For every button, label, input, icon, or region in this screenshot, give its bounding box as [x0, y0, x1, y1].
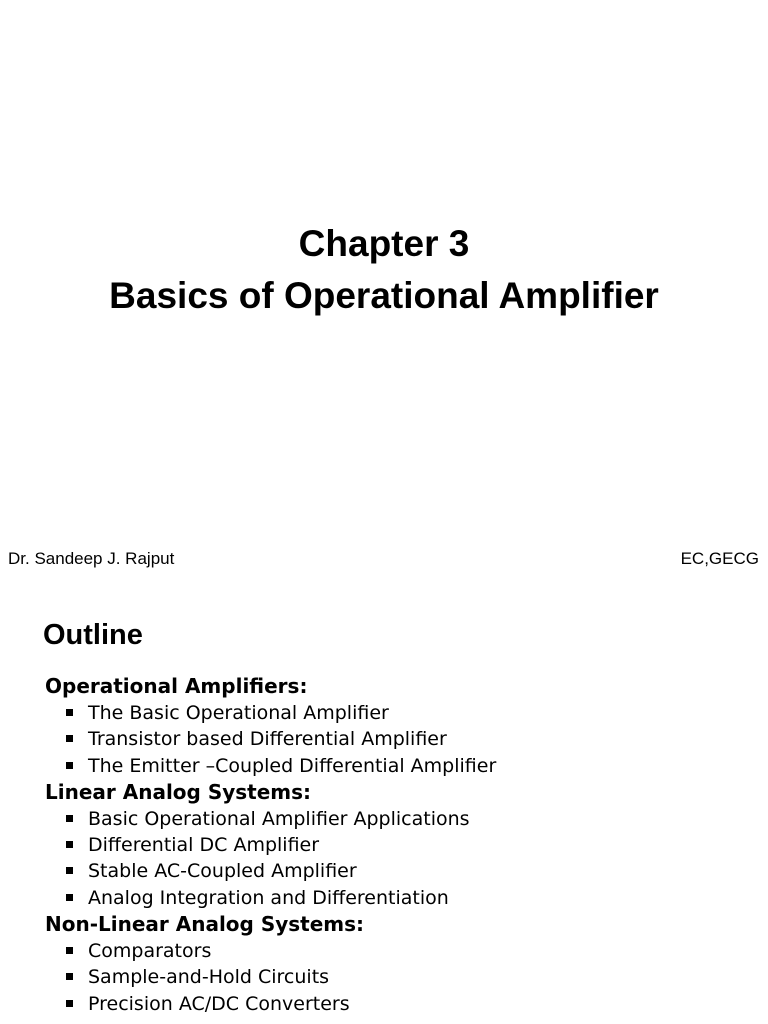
- section-items: [45, 806, 496, 911]
- section-items: [45, 938, 496, 1017]
- bullet-square-icon: [66, 894, 73, 901]
- list-item: [45, 991, 496, 1017]
- list-item: [45, 964, 496, 990]
- list-item-label: Analog Integration and Differentiation: [88, 886, 449, 909]
- list-item-label: Differential DC Amplifier: [88, 834, 320, 857]
- list-item: [45, 858, 496, 884]
- title-block: [0, 218, 768, 322]
- section-title: Linear Analog Systems:: [45, 779, 312, 804]
- chapter-subtitle: Basics of Operational Amplifier: [109, 275, 659, 316]
- bullet-square-icon: [66, 867, 73, 874]
- chapter-title: Chapter 3: [298, 223, 470, 264]
- list-item: [45, 753, 496, 779]
- list-item: [45, 806, 496, 832]
- list-item-label: The Emitter –Coupled Differential Amplifier: [88, 754, 497, 777]
- list-item: [45, 700, 496, 726]
- author-name: Dr. Sandeep J. Rajput: [8, 549, 175, 568]
- list-item: [45, 832, 496, 858]
- list-item-label: Basic Operational Amplifier Applications: [88, 807, 470, 830]
- outline-section: [45, 673, 496, 779]
- department-label: EC,GECG: [680, 549, 759, 568]
- bullet-square-icon: [66, 709, 73, 716]
- outline-heading: Outline: [43, 619, 143, 651]
- bullet-square-icon: [66, 735, 73, 742]
- section-title: Operational Amplifiers:: [45, 674, 308, 698]
- bullet-square-icon: [66, 973, 73, 980]
- list-item: [45, 726, 496, 752]
- outline-section: [45, 779, 496, 911]
- bullet-square-icon: [66, 815, 73, 822]
- outline-section: [45, 911, 496, 1017]
- bullet-square-icon: [66, 947, 73, 954]
- bullet-square-icon: [66, 841, 73, 848]
- outline-list: [45, 673, 496, 1017]
- list-item: [45, 885, 496, 911]
- section-items: [45, 700, 496, 779]
- list-item-label: Sample-and-Hold Circuits: [88, 966, 330, 989]
- list-item: [45, 938, 496, 964]
- list-item-label: Comparators: [88, 940, 212, 963]
- list-item-label: Transistor based Differential Amplifier: [88, 728, 447, 751]
- bullet-square-icon: [66, 762, 73, 769]
- list-item-label: Precision AC/DC Converters: [88, 992, 350, 1015]
- section-title: Non-Linear Analog Systems:: [45, 912, 365, 937]
- list-item-label: Stable AC-Coupled Amplifier: [88, 860, 357, 883]
- bullet-square-icon: [66, 1000, 73, 1007]
- list-item-label: The Basic Operational Amplifier: [88, 702, 389, 724]
